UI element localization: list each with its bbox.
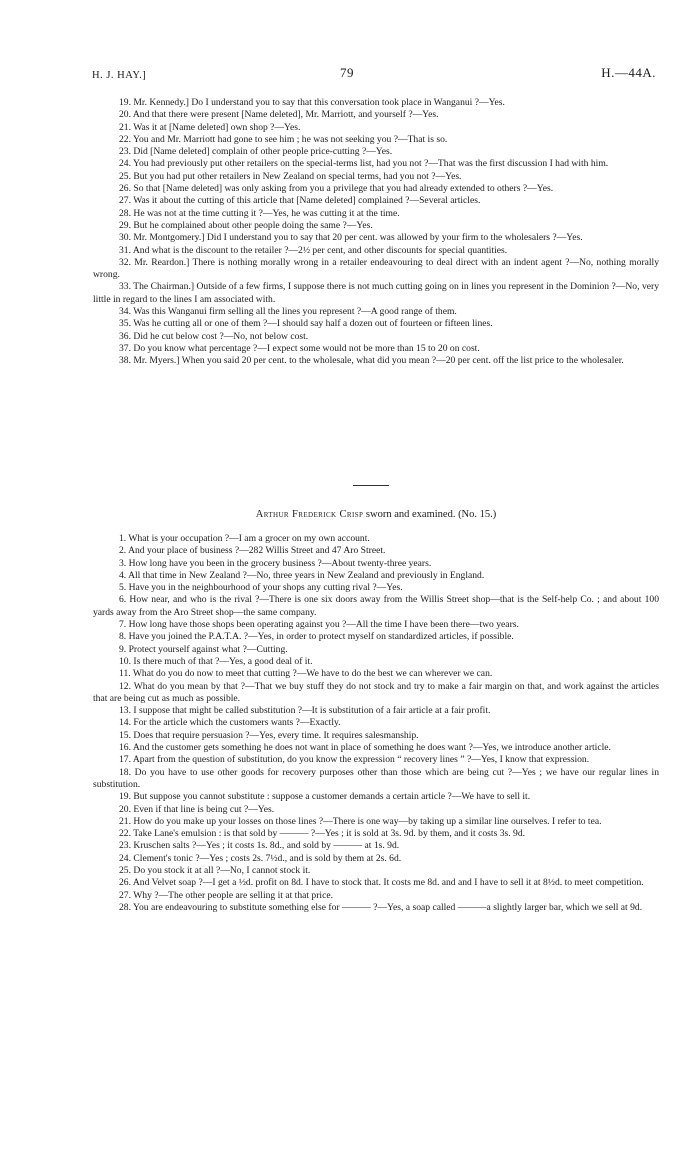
question-paragraph: 28. You are endeavouring to substitute something else for ——— ?—Yes, a soap called ———a slightly larger bar, which we sell at 9d.	[119, 901, 643, 913]
question-paragraph: 7. How long have those shops been operating against you ?—All the time I have been there—two years.	[119, 619, 519, 631]
question-paragraph: 37. Do you know what percentage ?—I expect some would not be more than 15 to 20 on cost.	[119, 342, 480, 354]
testimony-section-hay	[93, 97, 659, 368]
question-paragraph: 22. You and Mr. Marriott had gone to see him ; he was not seeking you ?—That is so.	[119, 133, 448, 145]
question-paragraph: 15. Does that require persuasion ?—Yes, every time. It requires salesmanship.	[119, 729, 419, 741]
question-paragraph: 32. Mr. Reardon.] There is nothing morally wrong in a retailer endeavouring to deal direct with an indent agent ?—No, nothing morally wrong.	[93, 256, 659, 281]
witness-name: Arthur Frederick Crisp	[255, 509, 364, 520]
running-head-witness: H. J. HAY.]	[92, 70, 147, 81]
question-paragraph: 29. But he complained about other people doing the same ?—Yes.	[119, 219, 373, 231]
question-paragraph: 34. Was this Wanganui firm selling all the lines you represent ?—A good range of them.	[119, 306, 457, 318]
question-paragraph: 4. All that time in New Zealand ?—No, three years in New Zealand and previously in England.	[119, 569, 485, 581]
question-paragraph: 23. Kruschen salts ?—Yes ; it costs 1s. 8d., and sold by ——— at 1s. 9d.	[119, 840, 400, 852]
question-paragraph: 38. Mr. Myers.] When you said 20 per cent. to the wholesale, what did you mean ?—20 per cent. off the list price to the wholesaler.	[119, 355, 624, 367]
question-paragraph: 36. Did he cut below cost ?—No, not below cost.	[119, 330, 309, 342]
question-paragraph: 21. Was it at [Name deleted] own shop ?—Yes.	[119, 121, 301, 133]
question-paragraph: 27. Why ?—The other people are selling it at that price.	[119, 889, 334, 901]
document-reference: H.—44A.	[601, 65, 656, 80]
question-paragraph: 25. But you had put other retailers in New Zealand on special terms, had you not ?—Yes.	[119, 170, 462, 182]
question-paragraph: 1. What is your occupation ?—I am a grocer on my own account.	[119, 533, 370, 544]
question-paragraph: 33. The Chairman.] Outside of a few firms, I suppose there is not much cutting going on in lines you represent in the Dominion ?—No, very little in regard to the lines I am associated with.	[93, 281, 659, 305]
question-paragraph: 26. And Velvet soap ?—I get a ½d. profit on 8d. I have to stock that. It costs me 8d. and and I have to sell it at 8½d. to meet competition.	[119, 877, 644, 889]
question-paragraph: 25. Do you stock it at all ?—No, I cannot stock it.	[119, 865, 311, 877]
question-paragraph: 14. For the article which the customers wants ?—Exactly.	[119, 717, 341, 729]
question-paragraph: 23. Did [Name deleted] complain of other people price-cutting ?—Yes.	[119, 146, 393, 158]
question-paragraph: 20. And that there were present [Name deleted], Mr. Marriott, and yourself ?—Yes.	[119, 109, 439, 121]
question-paragraph: 6. How near, and who is the rival ?—There is one six doors away from the Willis Street shop—that is the Self-help Co. ; and about 100 yards away from the Aro Street shop—the same company.	[93, 594, 659, 618]
question-paragraph: 2. And your place of business ?—282 Willis Street and 47 Aro Street.	[119, 545, 386, 557]
question-paragraph: 8. Have you joined the P.A.T.A. ?—Yes, in order to protect myself on standardized articles, if possible.	[119, 631, 514, 643]
question-paragraph: 3. How long have you been in the grocery business ?—About twenty-three years.	[119, 557, 432, 569]
question-paragraph: 21. How do you make up your losses on those lines ?—There is one way—by taking up a similar line ourselves. I refer to tea.	[119, 815, 602, 827]
question-paragraph: 13. I suppose that might be called substitution ?—It is substitution of a fair article at a fair profit.	[119, 705, 491, 717]
witness-heading-rest: sworn and examined. (No. 15.)	[363, 509, 497, 520]
question-paragraph: 9. Protect yourself against what ?—Cutting.	[119, 643, 288, 655]
witness-heading	[93, 509, 659, 521]
question-paragraph: 31. And what is the discount to the retailer ?—2½ per cent, and other discounts for special quantities.	[119, 244, 508, 256]
question-paragraph: 10. Is there much of that ?—Yes, a good deal of it.	[119, 655, 313, 667]
question-paragraph: 28. He was not at the time cutting it ?—Yes, he was cutting it at the time.	[119, 207, 400, 219]
question-paragraph: 24. You had previously put other retailers on the special-terms list, had you not ?—That was the first discussion I had with him.	[119, 158, 609, 170]
question-paragraph: 12. What do you mean by that ?—That we buy stuff they do not stock and try to make a fair margin on that, and work against the articles that are being cut as much as possible.	[93, 680, 659, 704]
question-paragraph: 19. But suppose you cannot substitute : suppose a customer demands a certain article ?—We have to sell it.	[119, 791, 531, 803]
question-paragraph: 19. Mr. Kennedy.] Do I understand you to say that this conversation took place in Wanganui ?—Yes.	[119, 97, 505, 108]
question-paragraph: 16. And the customer gets something he does not want in place of something he does want ?—Yes, we introduce another article.	[119, 742, 611, 754]
question-paragraph: 18. Do you have to use other goods for recovery purposes other than those which are being cut ?—Yes ; we have our regular lines in substitution.	[93, 766, 659, 790]
question-paragraph: 26. So that [Name deleted] was only asking from you a privilege that you had already extended to others ?—Yes.	[119, 183, 554, 195]
question-paragraph: 11. What do you do now to meet that cutting ?—We have to do the best we can wherever we can.	[119, 668, 493, 680]
testimony-section-crisp	[93, 533, 659, 914]
page-number: 79	[340, 65, 354, 80]
question-paragraph: 24. Clement's tonic ?—Yes ; costs 2s. 7½d., and is sold by them at 2s. 6d.	[119, 852, 402, 864]
question-paragraph: 35. Was he cutting all or one of them ?—I should say half a dozen out of fourteen or fifteen lines.	[119, 318, 493, 330]
question-paragraph: 17. Apart from the question of substitution, do you know the expression “ recovery lines ” ?—Yes, I know that expression.	[119, 754, 590, 766]
question-paragraph: 22. Take Lane's emulsion : is that sold by ——— ?—Yes ; it is sold at 3s. 9d. by them, and it costs 3s. 9d.	[119, 828, 526, 840]
question-paragraph: 27. Was it about the cutting of this article that [Name deleted] complained ?—Several articles.	[119, 195, 481, 207]
question-paragraph: 5. Have you in the neighbourhood of your shops any cutting rival ?—Yes.	[119, 582, 403, 594]
question-paragraph: 30. Mr. Montgomery.] Did I understand you to say that 20 per cent. was allowed by your firm to the wholesalers ?—Yes.	[119, 232, 583, 244]
question-paragraph: 20. Even if that line is being cut ?—Yes.	[119, 803, 275, 815]
section-divider	[353, 485, 389, 486]
